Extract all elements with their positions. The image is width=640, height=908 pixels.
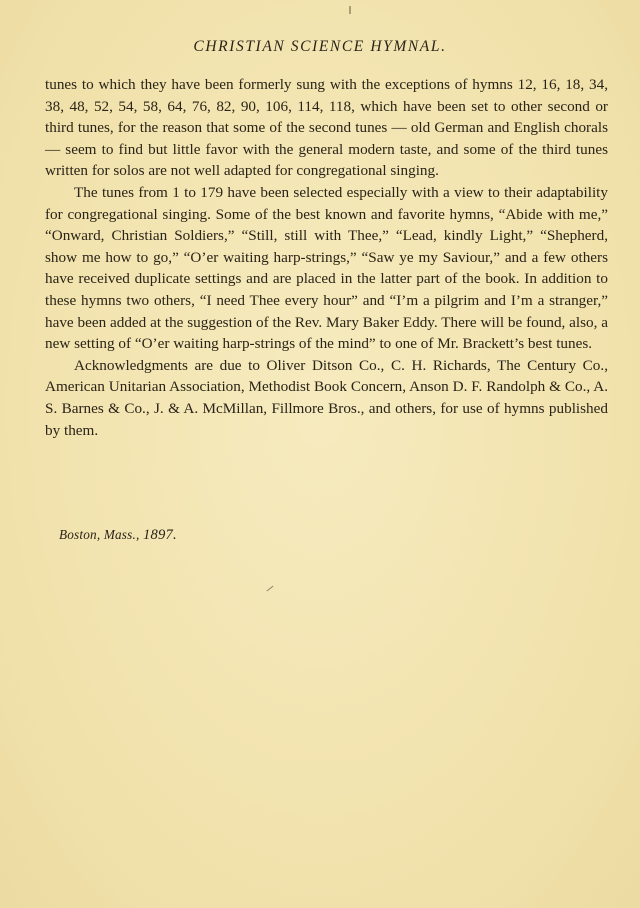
stray-pencil-mark (266, 586, 273, 592)
body-text (45, 74, 608, 441)
dateline (59, 527, 177, 544)
dateline-year: 1897. (142, 527, 177, 543)
running-title: CHRISTIAN SCIENCE HYMNAL. (193, 38, 447, 55)
dateline-place: Boston, Mass., (59, 527, 140, 542)
print-mark (349, 6, 351, 14)
paragraph-acknowledgments: Acknowledgments are due to Oliver Ditson Co., C. H. Richards, The Century Co., American Unitarian Association, Methodist Book Concern, Anson D. F. Randolph & Co., A. S. Barnes & Co., J. & A. McMillan, Fillmore Bros., and others, for use of hymns published by them. (45, 356, 608, 439)
paragraph-continuation: tunes to which they have been formerly sung with the exceptions of hymns 12, 16, 18, 34, 38, 48, 52, 54, 58, 64, 76, 82, 90, 106, 114, 118, which have been set to other second or third tunes, for the reason that some of the second tunes — old German and English chorals — seem to find but little favor with the general modern taste, and some of the third tunes written for solos are not well adapted for congregational singing. (45, 76, 608, 180)
paragraph-tunes-selection: The tunes from 1 to 179 have been selected especially with a view to their adaptability for congregational singing. Some of the best known and favorite hymns, “Abide with me,” “Onward, Christian Soldiers,” “Still, still with Thee,” “Lead, kindly Light,” “Shepherd, show me how to go,” “O’er waiting harp-strings,” “Saw ye my Saviour,” and a few others have received duplicate settings and are placed in the latter part of the book. In addition to these hymns two others, “I need Thee every hour” and “I’m a pilgrim and I’m a stranger,” have been added at the suggestion of the Rev. Mary Baker Eddy. There will be found, also, a new setting of “O’er waiting harp-strings of the mind” to one of Mr. Brackett’s best tunes. (45, 183, 608, 353)
